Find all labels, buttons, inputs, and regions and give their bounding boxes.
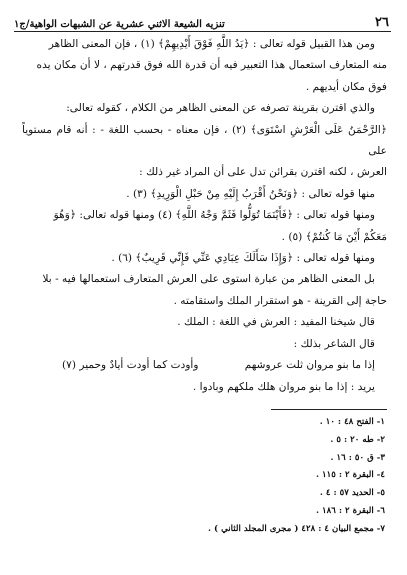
paragraph-line: قال شيخنا المفيد : العرش في اللغة : الملك .: [177, 316, 375, 329]
paragraph-line: فوق مكان أيديهم .: [305, 80, 387, 93]
page-number: ٢٦: [375, 15, 389, 30]
running-title: تنزيه الشيعة الاثني عشرية عن الشبهات الواهية/ج١: [14, 19, 225, 30]
footnotes: [145, 414, 385, 539]
page-header: [14, 10, 389, 30]
paragraph-line: ﴿الرَّحْمَنُ عَلَى الْعَرْشِ اسْتَوَى﴾ (٢) ، فإن معناه - بحسب اللغة - : أنه قام مستوياً على: [22, 123, 387, 158]
paragraph-line: منه المتعارف استعمال هذا التعبير فيه أن قدرة الله فوق قدرتهم ، لا أن مكان يده: [36, 59, 387, 72]
paragraph-line: بل المعنى الظاهر من عبارة استوى على العرش المتعارف استعمالها فيه - بلا: [42, 273, 375, 286]
footnote: ٢- طه ٢٠ : ٥ .: [330, 434, 385, 445]
paragraph-line: والذي اقترن بقرينة تصرفه عن المعنى الظاهر من الكلام ، كقوله تعالى:: [66, 102, 375, 115]
footnote: ٤- البقرة ٢ : ١١٥ .: [316, 470, 385, 481]
paragraph-line: ومنها قوله تعالى : ﴿فَأَيْنَمَا تُوَلُّوا فَثَمَّ وَجْهُ اللَّهِ﴾ (٤) ومنها قوله تعالى: ﴿وَهُوَ: [53, 209, 375, 222]
paragraph-line: منها قوله تعالى : ﴿وَنَحْنُ أَقْرَبُ إِلَيْهِ مِنْ حَبْلِ الْوَرِيدِ﴾ (٣) .: [126, 187, 375, 200]
paragraph-line: ومنها قوله تعالى : ﴿وَإِذَا سَأَلَكَ عِبَادِي عَنِّي فَإِنِّي قَرِيبٌ﴾ (٦) .: [111, 252, 375, 265]
footnote: ٦- البقرة ٢ : ١٨٦ .: [316, 505, 385, 516]
footnote: ١- الفتح ٤٨ : ١٠ .: [319, 417, 385, 427]
paragraph-line: قال الشاعر بذلك :: [293, 337, 375, 350]
paragraph-line: حاجة إلى القرينة - هو استقرار الملك واستقامته .: [173, 294, 387, 307]
footnote: ٣- ق ٥٠ : ١٦ .: [330, 452, 385, 463]
paragraph-line: يريد : إذا ما بنو مروان هلك ملكهم وبادوا .: [192, 380, 375, 393]
footnote: ٥- الحديد ٥٧ : ٤ .: [319, 488, 385, 499]
paragraph-line: العرش ، لكنه اقترن بقرائن تدل على أن المراد غير ذلك :: [139, 166, 387, 179]
poem-hemistich-first: إذا ما بنو مروان ثلت عروشهم: [244, 359, 375, 372]
paragraph-line: ومن هذا القبيل قوله تعالى : ﴿يَدُ اللَّهِ فَوْقَ أَيْدِيهِمْ﴾ (١) ، فإن المعنى الظاهر: [48, 38, 375, 50]
footnote: ٧- مجمع البيان ٤ : ٤٢٨ ( مجرى المجلد الثاني ) .: [208, 523, 385, 534]
poem-verse: [22, 355, 387, 376]
main-text: [22, 34, 387, 398]
footnote-separator: [271, 409, 387, 410]
poem-hemistich-second: وأودت كما أودت أيادٌ وحمير (٧): [62, 359, 199, 372]
header-rule: [14, 31, 391, 32]
paragraph-line: مَعَكُمْ أَيْنَ مَا كُنتُمْ﴾ (٥) .: [281, 230, 387, 243]
